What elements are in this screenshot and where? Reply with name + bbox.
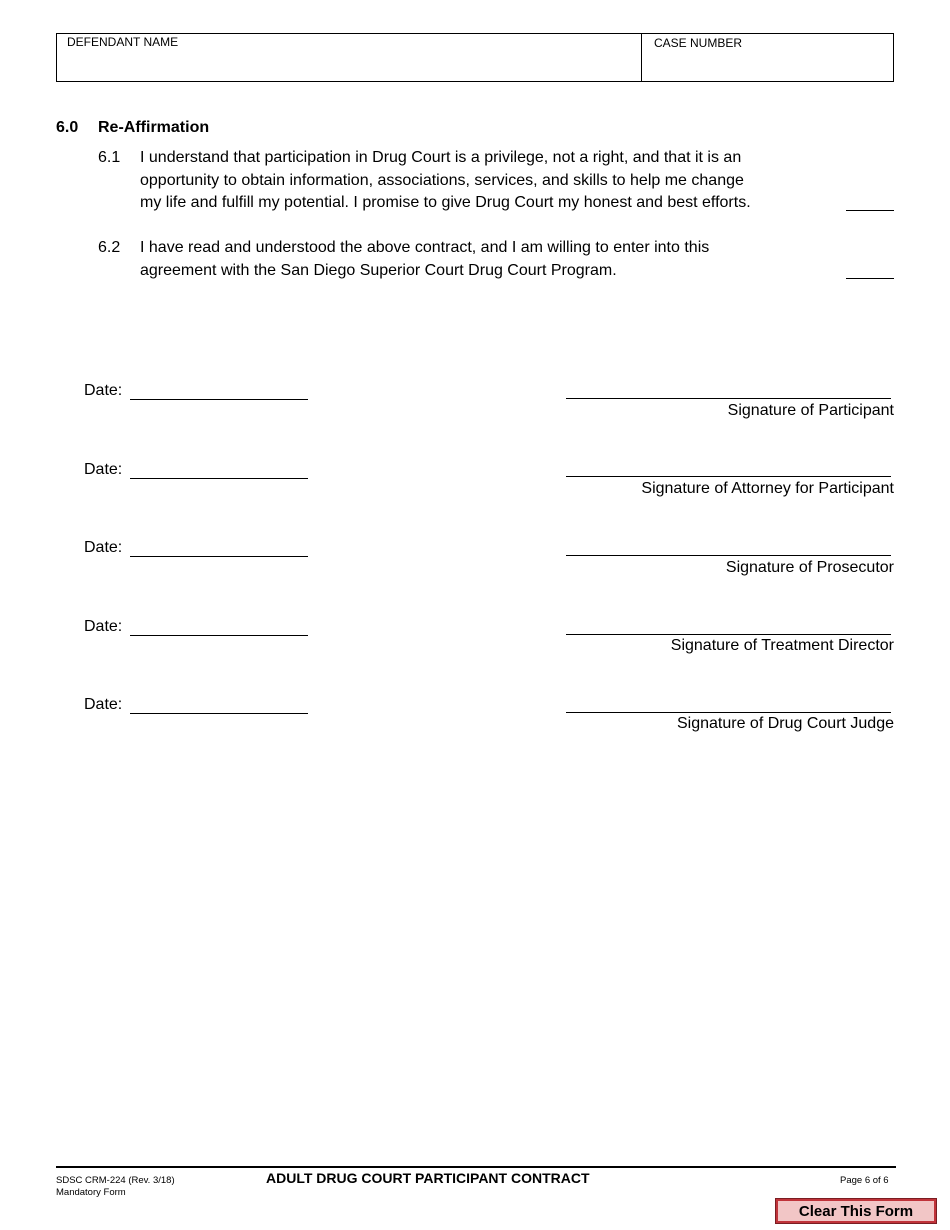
case-number-label: CASE NUMBER: [654, 36, 743, 50]
signature-label-attorney: Signature of Attorney for Participant: [641, 480, 894, 497]
page-number: Page 6 of 6: [840, 1175, 889, 1186]
defendant-name-field[interactable]: [66, 54, 640, 78]
item-line: I understand that participation in Drug Court is a privilege, not a right, and that it is an: [140, 149, 742, 166]
section-number: 6.0: [56, 119, 79, 136]
date-label-treatment-director: Date:: [84, 618, 123, 635]
item-line: opportunity to obtain information, associations, services, and skills to help me change: [140, 171, 744, 189]
date-line-prosecutor: [130, 556, 308, 557]
item-text-6-1: [140, 147, 810, 215]
case-number-field[interactable]: [652, 54, 892, 78]
initials-field-6-1[interactable]: [846, 192, 898, 212]
date-label-attorney: Date:: [84, 461, 123, 478]
header-divider: [641, 33, 642, 82]
defendant-name-label: DEFENDANT NAME: [67, 35, 179, 49]
item-number-6-1: 6.1: [98, 149, 121, 166]
signature-label-participant: Signature of Participant: [727, 402, 894, 419]
footer-rule: [56, 1166, 896, 1168]
date-line-judge: [130, 713, 308, 714]
form-title: ADULT DRUG COURT PARTICIPANT CONTRACT: [266, 1170, 590, 1186]
signature-line-treatment-director: [566, 634, 891, 635]
item-line: my life and fulfill my potential. I promise to give Drug Court my honest and best efforts.: [140, 194, 751, 211]
date-line-treatment-director: [130, 635, 308, 636]
date-line-attorney: [130, 478, 308, 479]
date-label-prosecutor: Date:: [84, 539, 123, 556]
signature-line-attorney: [566, 476, 891, 477]
signature-line-prosecutor: [566, 555, 891, 556]
signature-label-prosecutor: Signature of Prosecutor: [725, 559, 894, 576]
section-title: Re-Affirmation: [98, 119, 210, 136]
clear-form-button[interactable]: Clear This Form: [776, 1199, 936, 1223]
date-label-participant: Date:: [84, 382, 123, 399]
form-id: SDSC CRM-224 (Rev. 3/18): [56, 1175, 175, 1186]
initials-field-6-2[interactable]: [846, 259, 898, 279]
footer-form-info: [56, 1175, 175, 1199]
form-type: Mandatory Form: [56, 1187, 126, 1198]
signature-line-judge: [566, 712, 891, 713]
item-number-6-2: 6.2: [98, 239, 121, 256]
initials-line-6-1: [846, 210, 894, 211]
signature-label-judge: Signature of Drug Court Judge: [676, 715, 894, 732]
date-label-judge: Date:: [84, 696, 123, 713]
signature-label-treatment-director: Signature of Treatment Director: [670, 637, 894, 654]
item-text-6-2: [140, 237, 810, 282]
initials-line-6-2: [846, 278, 894, 279]
item-line: I have read and understood the above contract, and I am willing to enter into this: [140, 239, 710, 256]
item-line: agreement with the San Diego Superior Court Drug Court Program.: [140, 261, 617, 279]
date-line-participant: [130, 399, 308, 400]
signature-line-participant: [566, 398, 891, 399]
